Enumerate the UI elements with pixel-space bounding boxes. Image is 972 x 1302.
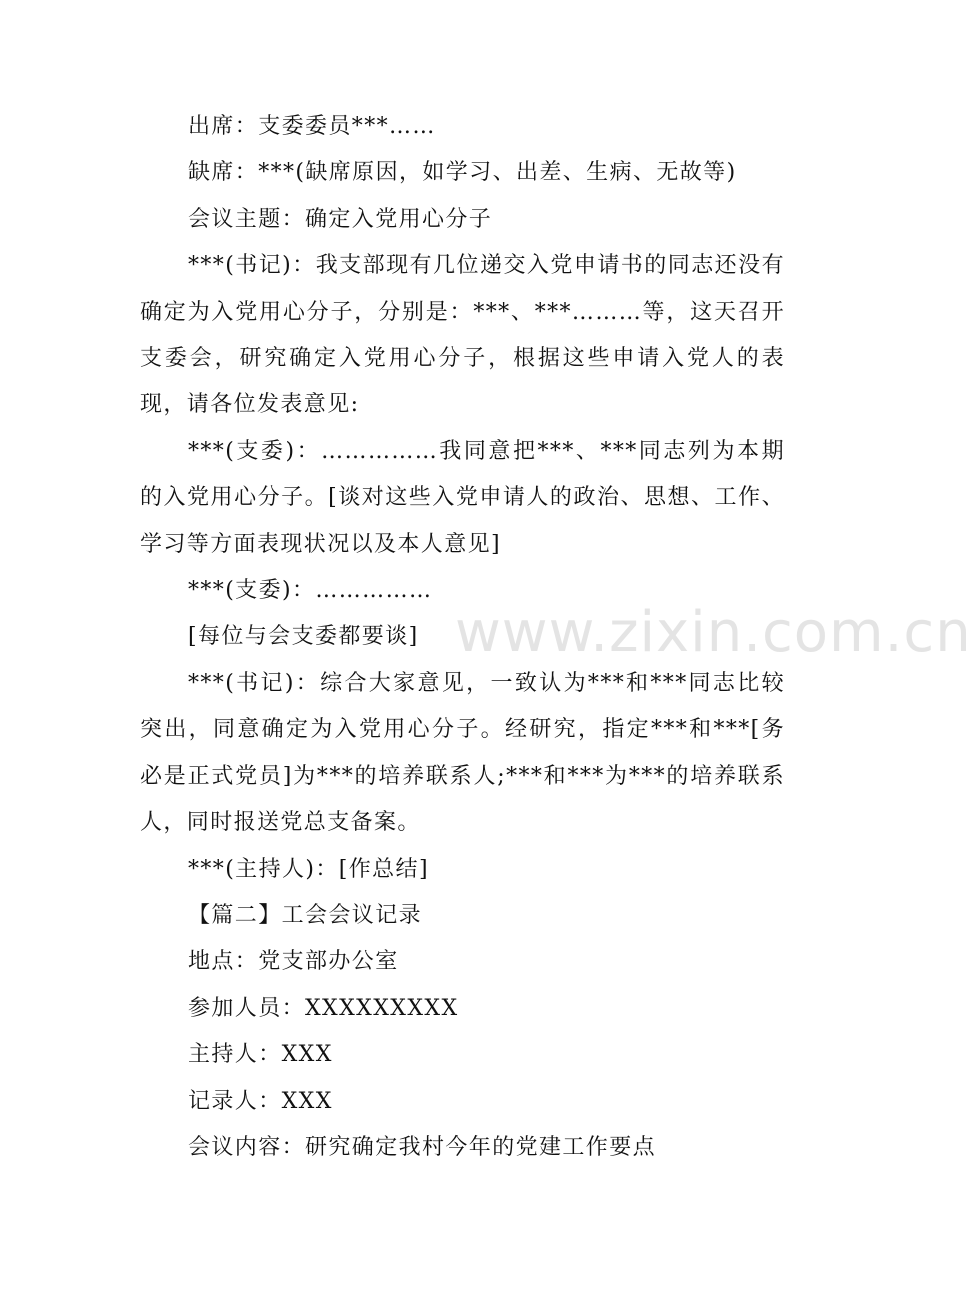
recorder-line: 记录人：XXX [188, 1088, 333, 1114]
watermark: www.zixin.com.cn [455, 600, 972, 665]
section-two-heading: 【篇二】工会会议记录 [188, 902, 423, 928]
participants-line: 参加人员：XXXXXXXXX [188, 995, 459, 1021]
committee-member-opinion-paragraph: ***(支委)：……………我同意把***、***同志列为本期的入党用心分子。[谈对这些入党申请人的政治、思想、工作、学习等方面表现状况以及本人意见] [140, 438, 785, 557]
meeting-content-line: 会议内容：研究确定我村今年的党建工作要点 [188, 1134, 657, 1160]
document-body [140, 104, 785, 1171]
absentees-line: 缺席：***(缺席原因，如学习、出差、生病、无故等) [188, 160, 737, 186]
secretary-conclusion-paragraph: ***(书记)：综合大家意见，一致认为***和***同志比较突出，同意确定为入党用心分子。经研究，指定***和***[务必是正式党员]为***的培养联系人;***和***为***的培养联系人，同时报送党总支备案。 [140, 670, 785, 836]
attendees-line: 出席：支委委员***…… [188, 114, 436, 139]
committee-member-line: ***(支委)：…………… [188, 578, 433, 604]
meeting-topic-line: 会议主题：确定入党用心分子 [188, 206, 493, 232]
note-every-member-line: [每位与会支委都要谈] [188, 624, 419, 650]
secretary-opening-paragraph: ***(书记)：我支部现有几位递交入党申请书的同志还没有确定为入党用心分子，分别是：***、***………等，这天召开支委会，研究确定入党用心分子，根据这些申请入党人的表现，请各位发表意见: [140, 253, 785, 418]
host-line: 主持人：XXX [188, 1042, 333, 1068]
location-line: 地点：党支部办公室 [188, 949, 399, 975]
host-summary-line: ***(主持人)：[作总结] [188, 856, 429, 882]
